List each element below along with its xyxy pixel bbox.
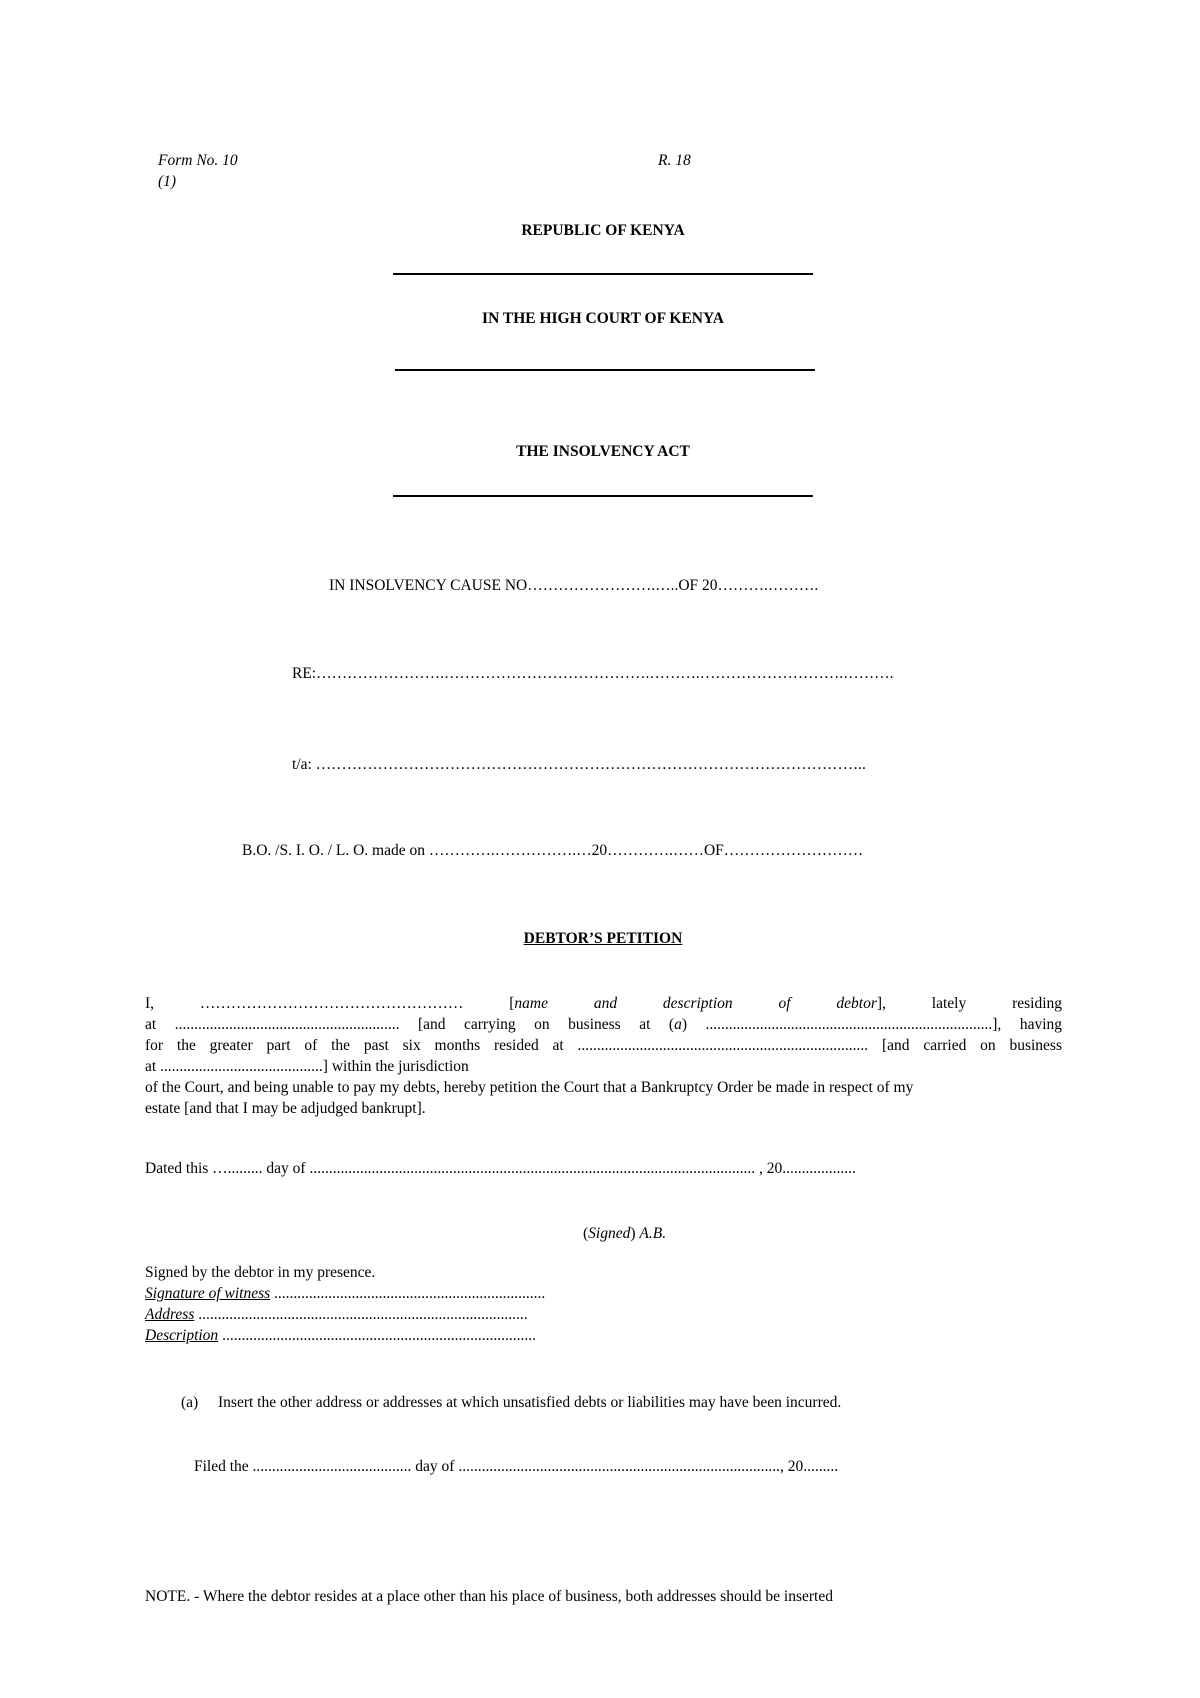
re-line: RE:…………………….………………………………….……….……………………….………. <box>292 665 894 682</box>
dated-line: Dated this …......... day of ................................................................................................................... , 20................... <box>145 1160 856 1177</box>
body-bracket-open: [ <box>509 995 515 1012</box>
body-word: I, <box>145 995 155 1012</box>
petition-title: DEBTOR’S PETITION <box>523 930 683 947</box>
witness-intro: Signed by the debtor in my presence. <box>145 1264 376 1281</box>
signer-initials: A.B. <box>639 1225 667 1242</box>
filed-line: Filed the ......................................... day of ..................................................................................., 20......... <box>194 1458 839 1475</box>
petition-body-line-5: of the Court, and being unable to pay my debts, hereby petition the Court that a Bankruptcy Order be made in respect of my <box>145 1079 914 1096</box>
order-line: B.O. /S. I. O. / L. O. made on ………….…………….…20………….……OF……………………… <box>242 842 864 859</box>
trading-as-line: t/a: …………………………………………………………………………………………….. <box>292 756 866 773</box>
form-number: Form No. 10 <box>158 152 238 169</box>
body-debtor-group <box>836 995 886 1012</box>
body-word-residing: residing <box>1012 995 1062 1012</box>
body-word-lately: lately <box>931 995 967 1012</box>
witness-description-line <box>145 1327 536 1345</box>
body-word-name: name <box>514 995 548 1012</box>
signed-line: (Signed) A.B. <box>583 1225 667 1242</box>
footnote-text: Insert the other address or addresses at which unsatisfied debts or liabilities may have been incurred. <box>218 1394 842 1411</box>
petition-body-line-1 <box>145 993 1062 1014</box>
body-word-debtor: debtor <box>836 995 877 1012</box>
petition-body-line-4: at ..........................................] within the jurisdiction <box>145 1058 469 1075</box>
cause-number-line: IN INSOLVENCY CAUSE NO…………………….…..OF 20……….………. <box>329 577 819 594</box>
footnote-mark-a: a <box>674 1016 682 1033</box>
witness-address-label: Address <box>145 1306 195 1323</box>
witness-signature-label: Signature of witness <box>145 1285 271 1302</box>
rule-reference: R. 18 <box>658 152 691 169</box>
note-text: NOTE. - Where the debtor resides at a place other than his place of business, both addresses should be inserted <box>145 1588 833 1605</box>
rule-2 <box>395 369 815 371</box>
body-bracket-close: ], <box>876 995 886 1012</box>
rule-1 <box>393 273 813 275</box>
body-dots: …………………………………………… <box>199 995 464 1012</box>
body-word-of: of <box>778 995 791 1012</box>
witness-address-dots: ..................................................................................... <box>194 1306 528 1323</box>
body-word-and: and <box>593 995 618 1012</box>
footnote-mark: (a) <box>181 1394 199 1411</box>
republic-title: REPUBLIC OF KENYA <box>521 222 685 239</box>
petition-body-line-3: for the greater part of the past six months resided at ........................................................................... [and carried on business <box>145 1037 1062 1054</box>
act-title: THE INSOLVENCY ACT <box>516 443 690 460</box>
witness-signature-dots: ...................................................................... <box>270 1285 546 1302</box>
witness-signature-line <box>145 1285 545 1303</box>
body-line2-lead: at .......................................................... [and carrying on business at ( <box>145 1016 675 1033</box>
form-sub-number: (1) <box>158 173 177 190</box>
court-title: IN THE HIGH COURT OF KENYA <box>482 310 724 327</box>
rule-3 <box>393 495 813 497</box>
petition-body-line-2 <box>145 1014 1062 1035</box>
body-word-description: description <box>662 995 733 1012</box>
signed-label: Signed <box>588 1225 631 1242</box>
witness-description-label: Description <box>145 1327 219 1344</box>
witness-address-line <box>145 1306 528 1324</box>
witness-description-dots: ................................................................................. <box>218 1327 536 1344</box>
body-line2-tail: ) ..........................................................................], having <box>681 1016 1063 1033</box>
petition-body-line-6: estate [and that I may be adjudged bankrupt]. <box>145 1100 426 1117</box>
body-bracket-group <box>509 995 548 1012</box>
